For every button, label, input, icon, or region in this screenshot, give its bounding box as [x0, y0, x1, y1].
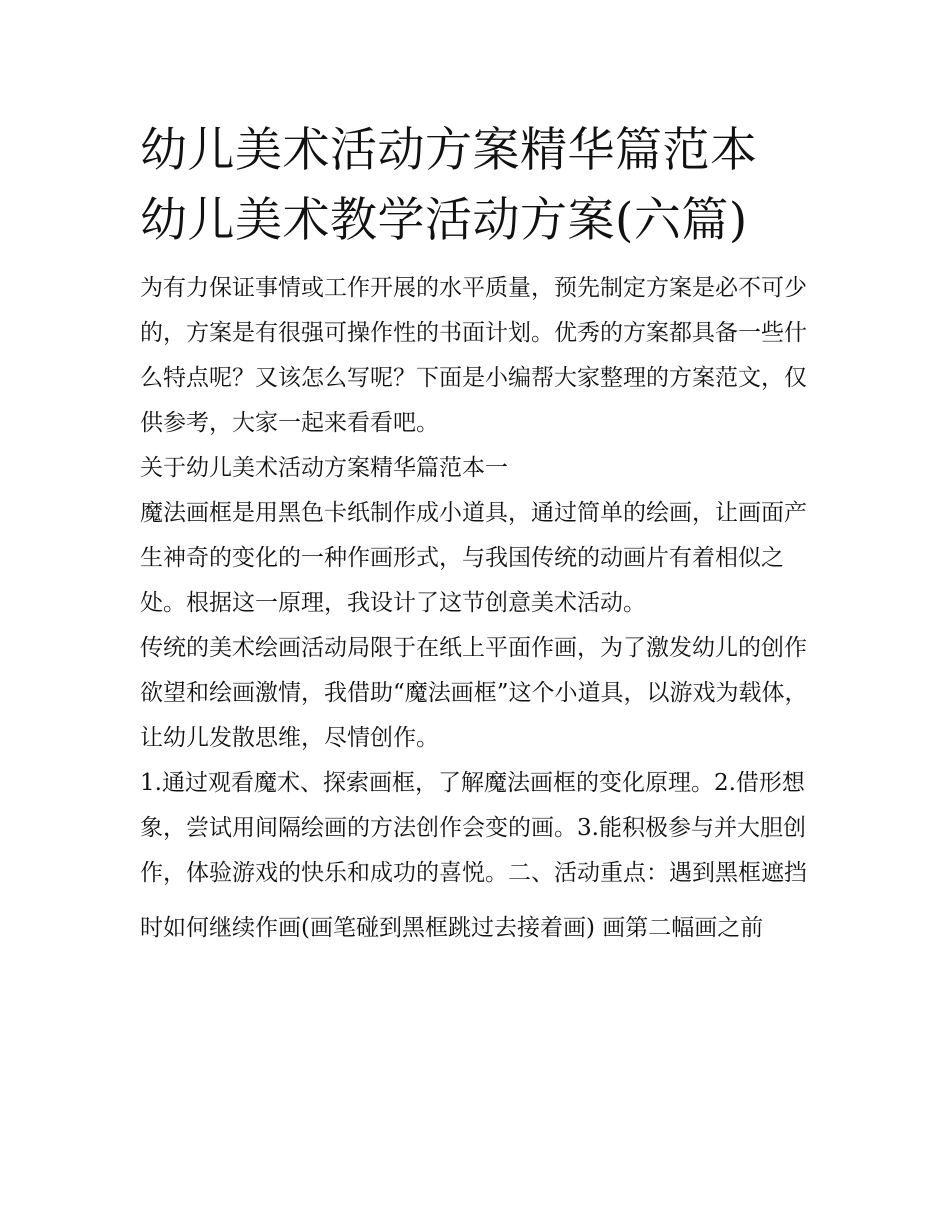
body-paragraph: 传统的美术绘画活动局限于在纸上平面作画，为了激发幼儿的创作欲望和绘画激情，我借助“魔法画框”这个小道具，以游戏为载体，让幼儿发散思维，尽情创作。: [140, 635, 808, 751]
intro-paragraph: 为有力保证事情或工作开展的水平质量，预先制定方案是必不可少的，方案是有很强可操作性的书面计划。优秀的方案都具备一些什么特点呢？又该怎么写呢？下面是小编帮大家整理的方案范文，仅供参考，大家一起来看看吧。: [140, 275, 807, 436]
document-body: [140, 266, 812, 951]
document-page: [140, 116, 812, 951]
title-line-2: 幼儿美术教学活动方案(六篇): [140, 193, 748, 248]
body-paragraph: 魔法画框是用黑色卡纸制作成小道具，通过简单的绘画，让画面产生神奇的变化的一种作画形式，与我国传统的动画片有着相似之处。根据这一原理，我设计了这节创意美术活动。: [140, 500, 807, 616]
title-line-1: 幼儿美术活动方案精华篇范本: [140, 123, 758, 178]
document-title: [140, 116, 812, 256]
section-heading: 关于幼儿美术活动方案精华篇范本一: [140, 455, 508, 481]
objectives-paragraph: 1.通过观看魔术、探索画框，了解魔法画框的变化原理。2.借形想象，尝试用间隔绘画的方法创作会变的画。3.能积极参与并大胆创作，体验游戏的快乐和成功的喜悦。二、活动重点：遇到黑框遮挡: [140, 770, 807, 886]
body-paragraph: 时如何继续作画(画笔碰到黑框跳过去接着画) 画第二幅画之前: [140, 915, 764, 941]
